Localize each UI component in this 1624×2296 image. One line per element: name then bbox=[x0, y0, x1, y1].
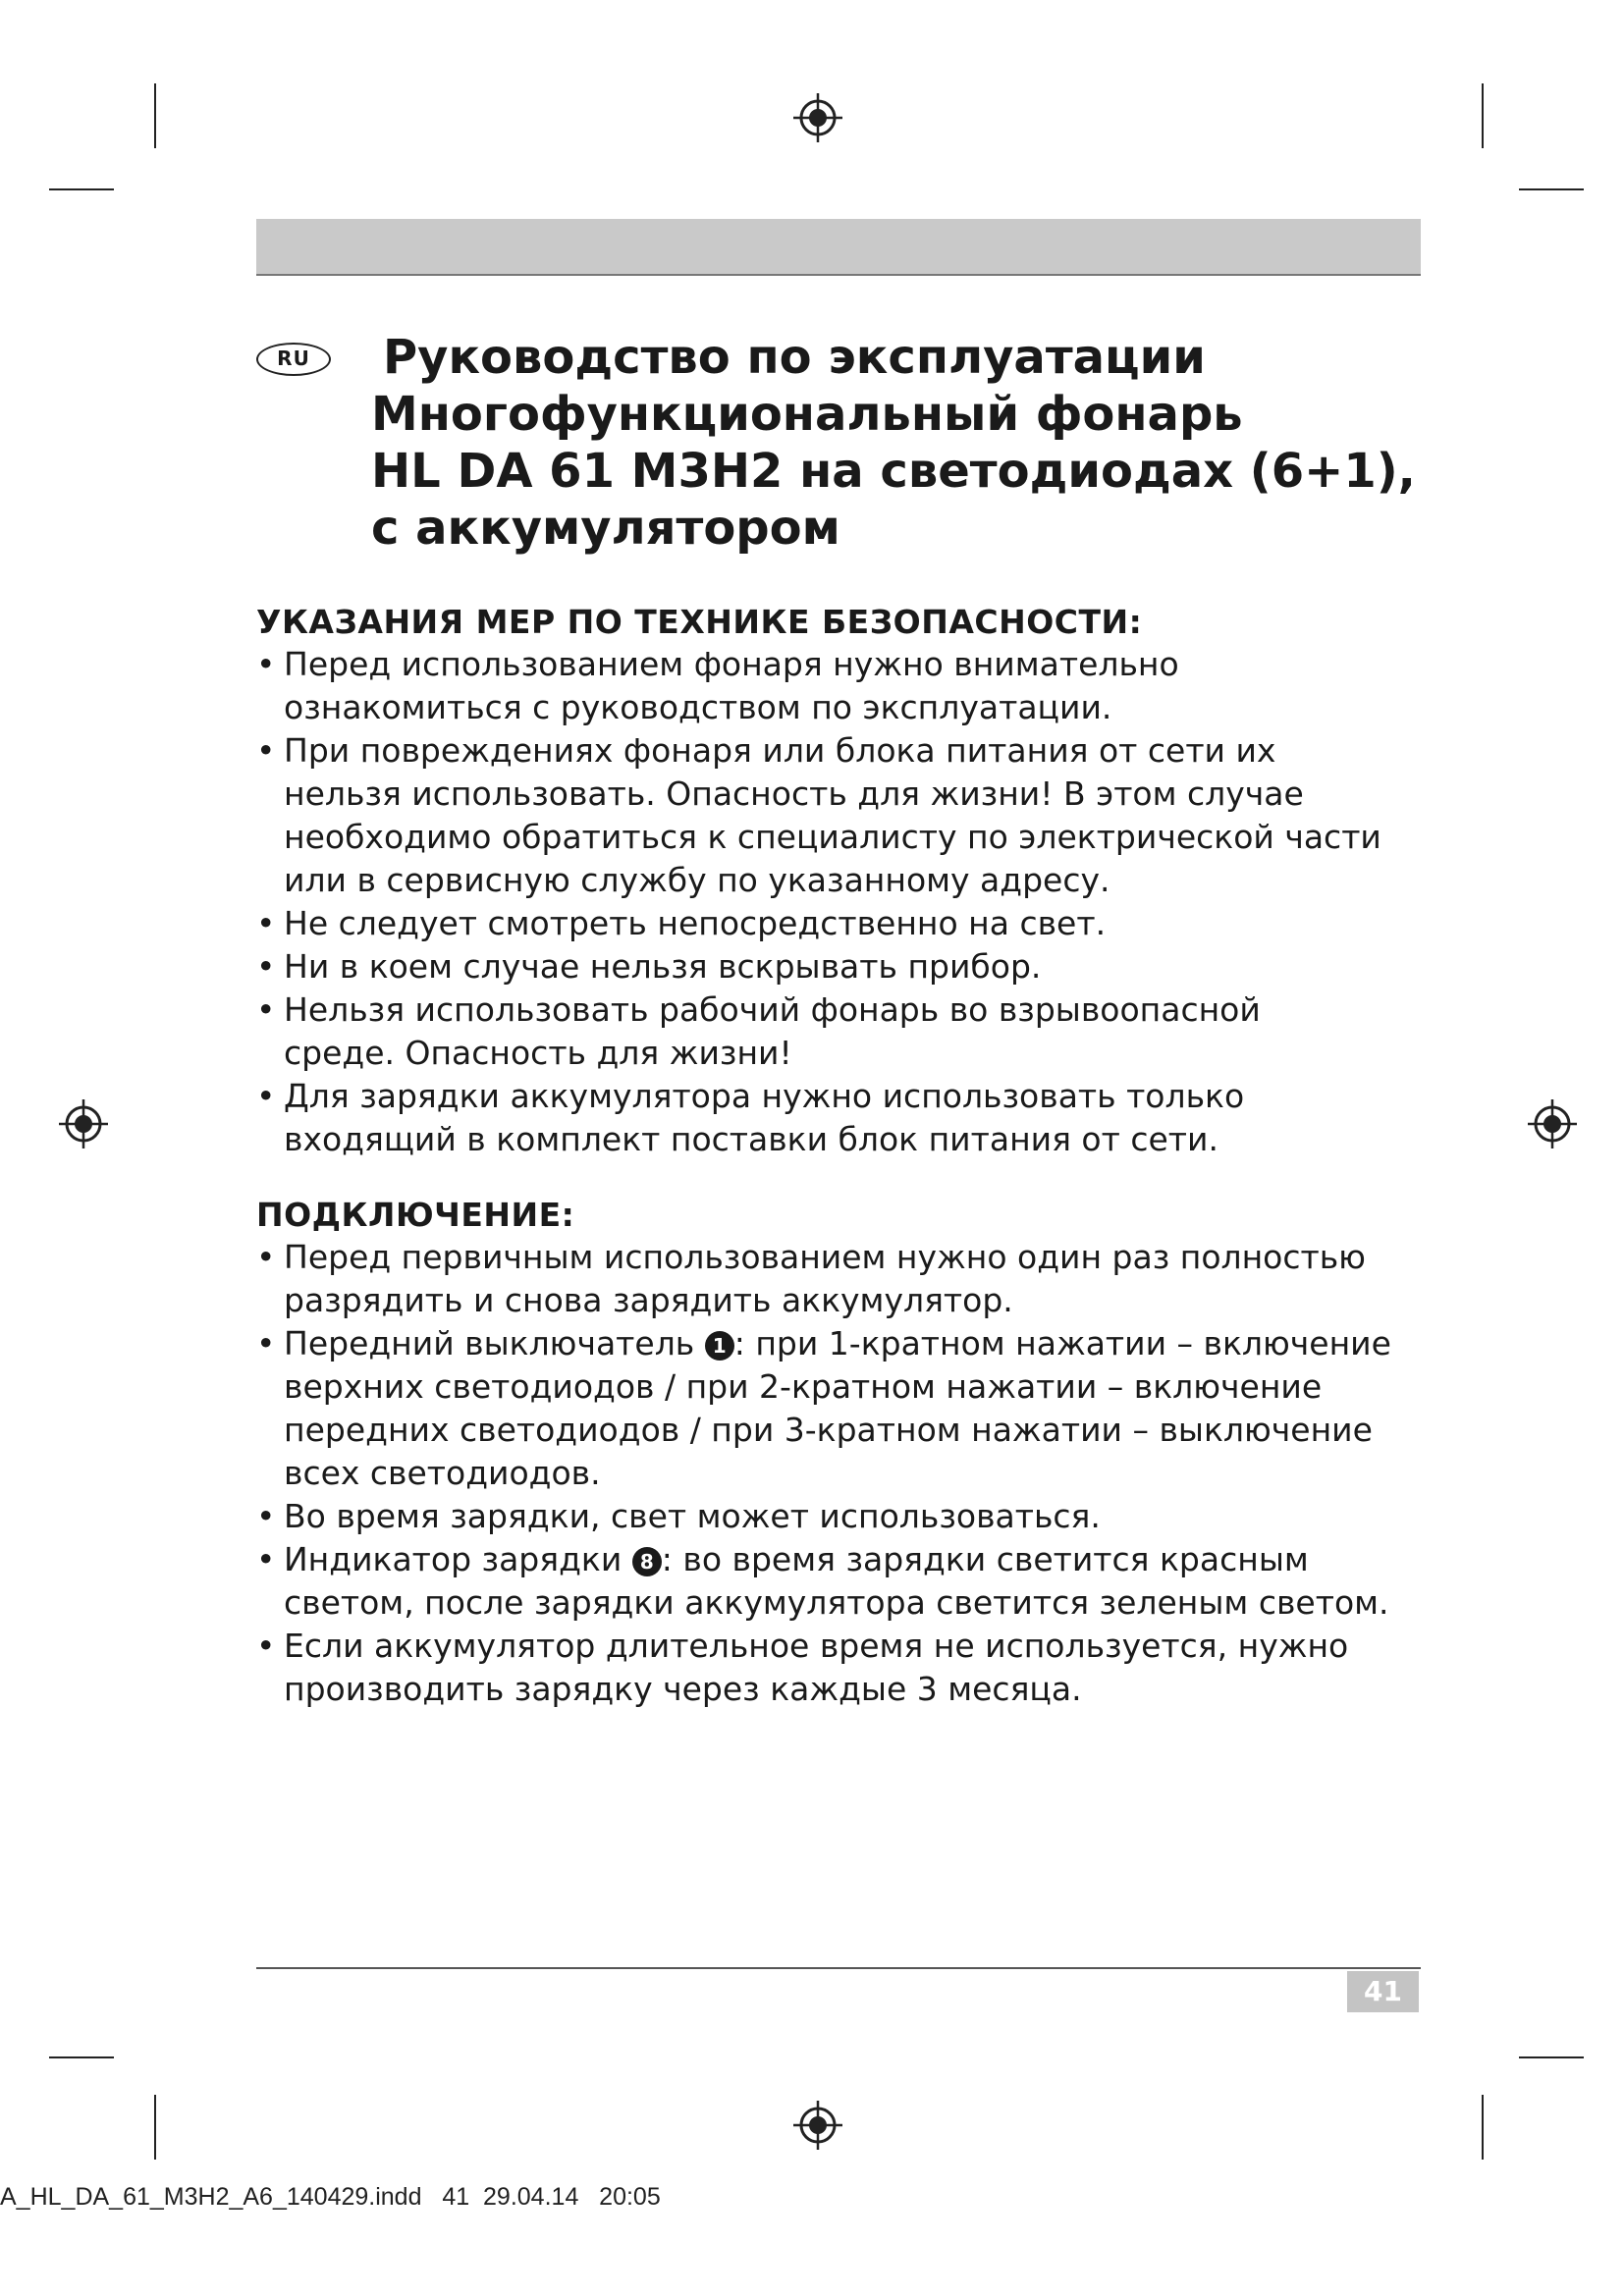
list-item: • Во время зарядки, свет может использоваться. bbox=[256, 1495, 1425, 1538]
crop-mark bbox=[154, 83, 156, 148]
safety-heading: УКАЗАНИЯ МЕР ПО ТЕХНИКЕ БЕЗОПАСНОСТИ: bbox=[256, 603, 1143, 641]
page-number: 41 bbox=[1347, 1971, 1419, 2012]
registration-mark-icon bbox=[1526, 1097, 1579, 1150]
crop-mark bbox=[1519, 2056, 1584, 2058]
title-line: Руководство по эксплуатации bbox=[383, 330, 1206, 385]
list-item: • Индикатор зарядки 8 : во время зарядки светится красным светом, после зарядки аккумулятора светится зеленым светом. bbox=[256, 1538, 1425, 1625]
reference-number-icon: 1 bbox=[705, 1331, 734, 1361]
list-item: • Нельзя использовать рабочий фонарь во взрывоопасной среде. Опасность для жизни! bbox=[256, 988, 1425, 1075]
list-item: • Ни в коем случае нельзя вскрывать прибор. bbox=[256, 945, 1425, 988]
connection-section bbox=[256, 1195, 1425, 1711]
safety-list bbox=[256, 643, 1425, 1161]
crop-mark bbox=[1482, 83, 1484, 148]
title-line: с аккумулятором bbox=[371, 501, 840, 556]
safety-section bbox=[256, 602, 1425, 1161]
reference-number-icon: 8 bbox=[632, 1547, 662, 1576]
registration-mark-icon bbox=[57, 1097, 110, 1150]
crop-mark bbox=[1519, 188, 1584, 190]
language-badge: RU bbox=[256, 343, 331, 376]
title-line: Многофункциональный фонарь bbox=[371, 387, 1243, 442]
crop-mark bbox=[154, 2095, 156, 2160]
registration-mark-icon bbox=[791, 2099, 844, 2152]
list-item: • При повреждениях фонаря или блока питания от сети их нельзя использовать. Опасность для жизни! В этом случае необходимо обратиться к специалисту по электрической части или в сервисную службу по указанному адресу. bbox=[256, 729, 1425, 902]
header-bar bbox=[256, 219, 1421, 276]
crop-mark bbox=[1482, 2095, 1484, 2160]
list-item: • Если аккумулятор длительное время не используется, нужно производить зарядку через каждые 3 месяца. bbox=[256, 1625, 1425, 1711]
title-line: HL DA 61 M3H2 на светодиодах (6+1), bbox=[371, 444, 1416, 499]
connection-heading: ПОДКЛЮЧЕНИЕ: bbox=[256, 1196, 575, 1234]
print-slug: A_HL_DA_61_M3H2_A6_140429.indd 41 29.04.14 20:05 bbox=[0, 2183, 661, 2211]
connection-list bbox=[256, 1236, 1425, 1711]
footer-rule bbox=[256, 1967, 1421, 1969]
list-item: • Не следует смотреть непосредственно на свет. bbox=[256, 902, 1425, 945]
crop-mark bbox=[49, 2056, 114, 2058]
page-title bbox=[371, 329, 1432, 557]
list-item: • Передний выключатель 1 : при 1-кратном нажатии – включение верхних светодиодов / при 2-кратном нажатии – включение передних светодиодов / при 3-кратном нажатии – выключение всех светодиодов. bbox=[256, 1322, 1425, 1495]
list-item: • Перед использованием фонаря нужно внимательно ознакомиться с руководством по эксплуатации. bbox=[256, 643, 1425, 729]
list-item: • Для зарядки аккумулятора нужно использовать только входящий в комплект поставки блок питания от сети. bbox=[256, 1075, 1425, 1161]
list-item: • Перед первичным использованием нужно один раз полностью разрядить и снова зарядить аккумулятор. bbox=[256, 1236, 1425, 1322]
crop-mark bbox=[49, 188, 114, 190]
registration-mark-icon bbox=[791, 91, 844, 144]
